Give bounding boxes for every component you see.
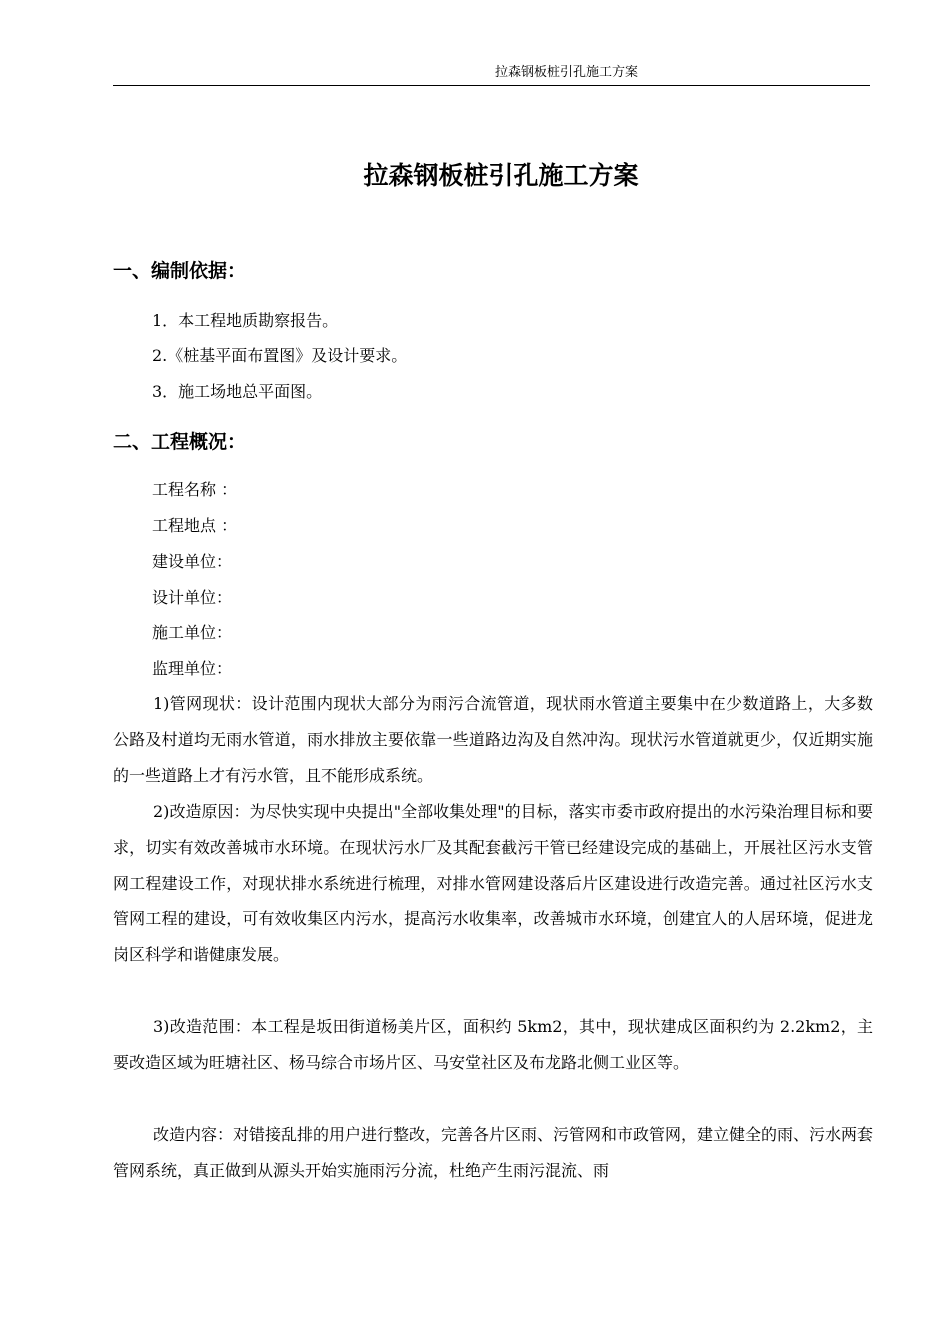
field-project-name: 工程名称 ： — [152, 480, 238, 499]
field-design-unit: 设计单位： — [152, 588, 233, 607]
document-title: 拉森钢板桩引孔施工方案 — [363, 161, 639, 190]
field-project-location: 工程地点 ： — [152, 516, 238, 535]
basis-item-2: 2.《桩基平面布置图》及设计要求。 — [152, 346, 408, 365]
section-heading-basis: 一、编制依据： — [113, 260, 247, 282]
paragraph-renovation-scope: 3)改造范围：本工程是坂田街道杨美片区，面积约 5km2，其中，现状建成区面积约为 2.2km2，主要改造区域为旺塘社区、杨马综合市场片区、马安堂社区及布龙路北侧工业区等。 — [113, 1017, 873, 1072]
paragraph-pipe-status: 1)管网现状：设计范围内现状大部分为雨污合流管道，现状雨水管道主要集中在少数道路上，大多数公路及村道均无雨水管道，雨水排放主要依靠一些道路边沟及自然冲沟。现状污水管道就更少，仅近期实施的一些道路上才有污水管，且不能形成系统。 — [113, 694, 873, 785]
field-construction-unit: 施工单位： — [152, 623, 233, 642]
field-owner-unit: 建设单位： — [152, 552, 233, 571]
basis-item-1: 1．本工程地质勘察报告。 — [152, 311, 339, 330]
basis-item-3: 3．施工场地总平面图。 — [152, 382, 323, 401]
section-heading-overview: 二、工程概况： — [113, 431, 247, 453]
running-header-title: 拉森钢板桩引孔施工方案 — [494, 65, 638, 80]
field-supervision-unit: 监理单位： — [152, 659, 233, 678]
running-header — [113, 64, 870, 86]
paragraph-renovation-content: 改造内容：对错接乱排的用户进行整改，完善各片区雨、污管网和市政管网，建立健全的雨、污水两套管网系统，真正做到从源头开始实施雨污分流，杜绝产生雨污混流、雨 — [113, 1125, 874, 1180]
paragraph-renovation-reason: 2)改造原因：为尽快实现中央提出"全部收集处理"的目标，落实市委市政府提出的水污染治理目标和要求，切实有效改善城市水环境。在现状污水厂及其配套截污干管已经建设完成的基础上，开展社区污水支管网工程建设工作，对现状排水系统进行梳理，对排水管网建设落后片区建设进行改造完善。通过社区污水支管网工程的建设，可有效收集区内污水，提高污水收集率，改善城市水环境，创建宜人的人居环境，促进龙岗区科学和谐健康发展。 — [113, 802, 873, 965]
